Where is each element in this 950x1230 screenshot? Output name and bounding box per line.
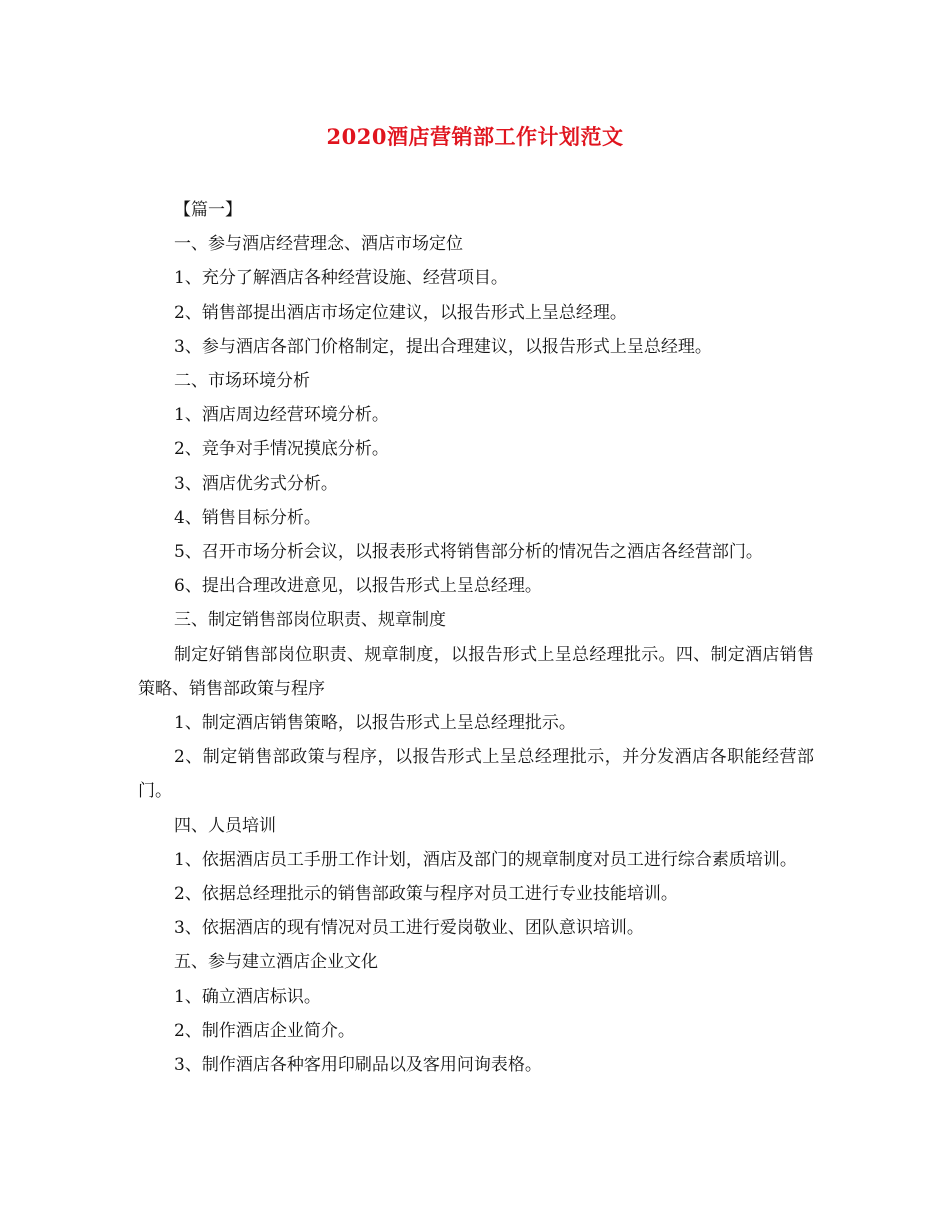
paragraph-section-label: 【篇一】 [174, 200, 242, 220]
paragraph: 2、制定销售部政策与程序，以报告形式上呈总经理批示，并分发酒店各职能经营部门。 [138, 747, 814, 802]
paragraph: 1、依据酒店员工手册工作计划，酒店及部门的规章制度对员工进行综合素质培训。 [174, 849, 797, 870]
paragraph: 1、充分了解酒店各种经营设施、经营项目。 [174, 268, 508, 289]
paragraph: 5、召开市场分析会议，以报表形式将销售部分析的情况告之酒店各经营部门。 [174, 542, 763, 563]
document-body [138, 193, 814, 1082]
paragraph: 2、制作酒店企业简介。 [174, 1020, 355, 1041]
paragraph-heading-1: 一、参与酒店经营理念、酒店市场定位 [174, 234, 463, 255]
paragraph: 3、依据酒店的现有情况对员工进行爱岗敬业、团队意识培训。 [174, 918, 644, 939]
paragraph: 3、参与酒店各部门价格制定，提出合理建议，以报告形式上呈总经理。 [174, 336, 712, 357]
paragraph: 1、酒店周边经营环境分析。 [174, 405, 389, 426]
paragraph-heading-3: 三、制定销售部岗位职责、规章制度 [174, 610, 446, 631]
paragraph: 4、销售目标分析。 [174, 507, 321, 528]
paragraph: 6、提出合理改进意见，以报告形式上呈总经理。 [174, 576, 542, 597]
paragraph: 2、依据总经理批示的销售部政策与程序对员工进行专业技能培训。 [174, 884, 678, 905]
paragraph: 2、销售部提出酒店市场定位建议，以报告形式上呈总经理。 [174, 302, 627, 323]
paragraph: 2、竞争对手情况摸底分析。 [174, 439, 389, 460]
paragraph-heading-4: 四、人员培训 [174, 815, 276, 836]
paragraph: 1、制定酒店销售策略，以报告形式上呈总经理批示。 [174, 713, 576, 734]
paragraph: 制定好销售部岗位职责、规章制度，以报告形式上呈总经理批示。四、制定酒店销售策略、销售部政策与程序 [138, 644, 814, 699]
paragraph-heading-5: 五、参与建立酒店企业文化 [174, 952, 378, 973]
paragraph-heading-2: 二、市场环境分析 [174, 371, 310, 392]
paragraph: 1、确立酒店标识。 [174, 986, 321, 1007]
paragraph: 3、制作酒店各种客用印刷品以及客用问询表格。 [174, 1055, 542, 1076]
document-title: 2020酒店营销部工作计划范文 [326, 124, 624, 149]
paragraph: 3、酒店优劣式分析。 [174, 473, 338, 494]
